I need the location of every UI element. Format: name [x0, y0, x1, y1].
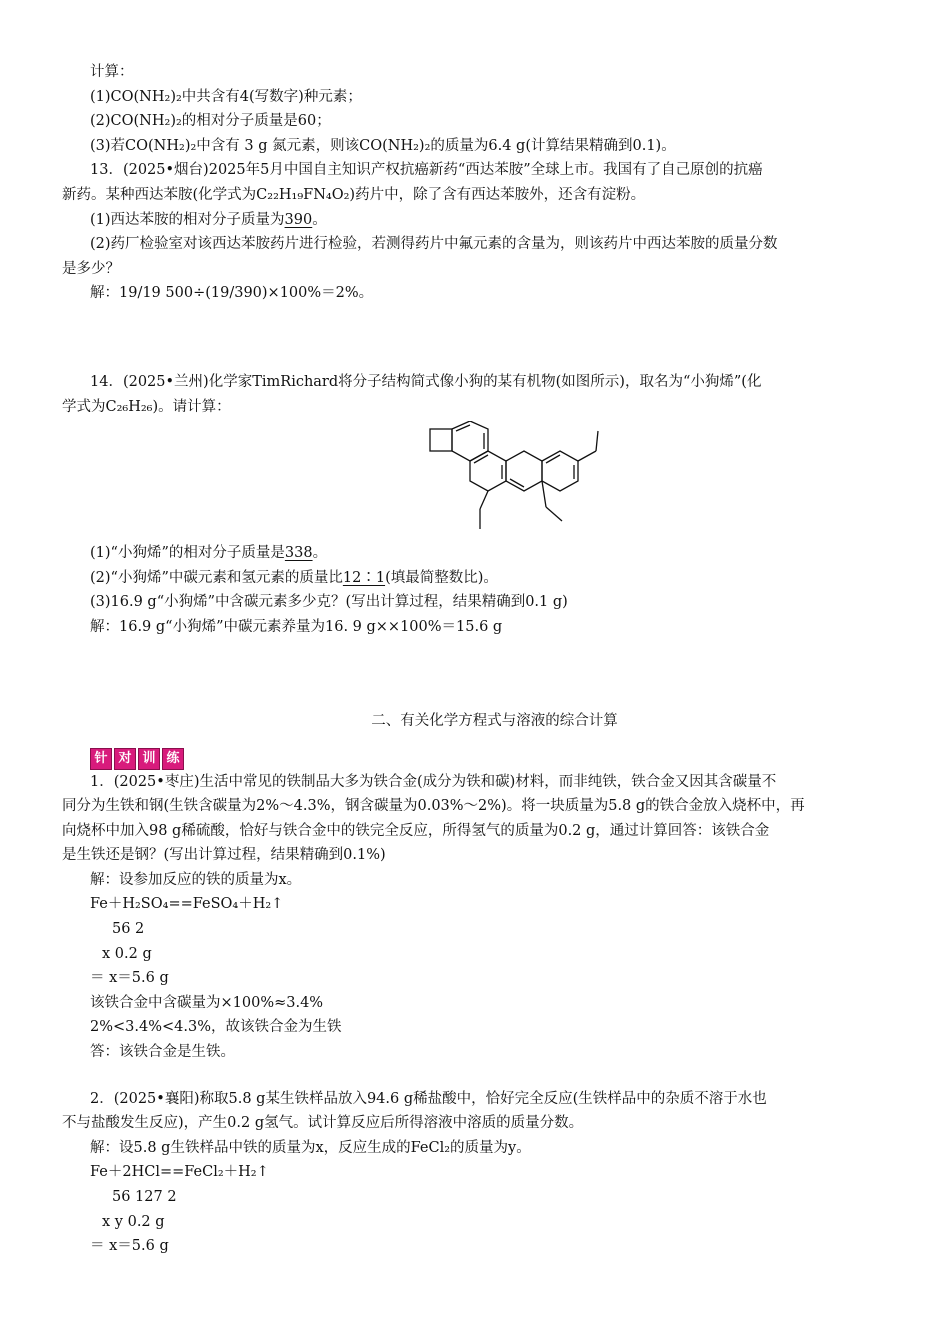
badge-char: 针 — [90, 748, 112, 770]
question-text: 。 — [312, 211, 327, 228]
question-13-line: 13．(2025•烟台)2025年5月中国自主知识产权抗癌新药“西达苯胺”全球上市。我国有了自己原创的抗癌 — [90, 162, 763, 179]
badge-char: 训 — [138, 748, 160, 770]
question-text: (1)西达苯胺的相对分子质量为 — [90, 211, 285, 228]
question-text: (1)“小狗烯”的相对分子质量是 — [90, 545, 285, 562]
solution-line: 该铁合金中含碳量为×100%≈3.4% — [90, 994, 324, 1011]
text-line: (3)若CO(NH₂)₂中含有 3 g 氮元素，则该CO(NH₂)₂的质量为6.4 g(计算结果精确到0.1)。 — [90, 137, 676, 154]
molecule-structure-drawing — [422, 421, 622, 541]
practice-badge — [90, 748, 186, 770]
answer-blank: 390 — [284, 211, 313, 228]
problem-1-line: 是生铁还是钢？(写出计算过程，结果精确到0.1%) — [62, 847, 386, 864]
question-13-part2: 是多少？ — [62, 260, 120, 277]
text-line: (1)CO(NH₂)₂中共含有4(写数字)种元素； — [90, 88, 362, 105]
equation-mass-line: ＝ x＝5.6 g — [90, 1238, 169, 1255]
question-14-line: 学式为C₂₆H₂₆)。请计算： — [62, 398, 231, 415]
badge-char: 对 — [114, 748, 136, 770]
problem-2-line: 2．(2025•襄阳)称取5.8 g某生铁样品放入94.6 g稀盐酸中，恰好完全反应(生铁样品中的杂质不溶于水也 — [90, 1090, 767, 1107]
equation-mass-line: 56 2 — [112, 921, 145, 938]
question-14-part1 — [62, 541, 897, 566]
answer-line: 答：该铁合金是生铁。 — [90, 1044, 235, 1061]
problem-1-line: 同分为生铁和钢(生铁含碳量为2%～4.3%，钢含碳量为0.03%～2%)。将一块质量为5.8 g的铁合金放入烧杯中，再 — [62, 798, 805, 815]
problem-2-line: 不与盐酸发生反应)，产生0.2 g氢气。试计算反应后所得溶液中溶质的质量分数。 — [62, 1115, 584, 1132]
solution-line: 2%<3.4%<4.3%，故该铁合金为生铁 — [90, 1019, 342, 1036]
solution-line: 解：16.9 g“小狗烯”中碳元素养量为16. 9 g××100%＝15.6 g — [90, 618, 503, 635]
question-text: 。 — [312, 545, 328, 562]
question-14-line: 14．(2025•兰州)化学家TimRichard将分子结构简式像小狗的某有机物(如图所示)，取名为“小狗烯”(化 — [90, 373, 762, 390]
chemical-equation: Fe＋2HCl==FeCl₂＋H₂↑ — [90, 1164, 269, 1181]
question-text: (2)“小狗烯”中碳元素和氢元素的质量比 — [90, 569, 343, 586]
solution-line: 解：19/19 500÷(19/390)×100%＝2%。 — [90, 285, 374, 302]
equation-mass-line: 56 127 2 — [112, 1189, 177, 1205]
question-13-part2: (2)药厂检验室对该西达苯胺药片进行检验，若测得药片中氟元素的含量为，则该药片中西达苯胺的质量分数 — [90, 236, 778, 253]
problem-1-line: 向烧杯中加入98 g稀硫酸，恰好与铁合金中的铁完全反应，所得氢气的质量为0.2 g，通过计算回答：该铁合金 — [62, 822, 770, 839]
section-title: 二、有关化学方程式与溶液的综合计算 — [371, 712, 618, 729]
document-page — [62, 60, 897, 1259]
chemical-equation: Fe＋H₂SO₄==FeSO₄＋H₂↑ — [90, 896, 284, 913]
question-14-part2 — [62, 566, 897, 591]
molecule-structure-figure — [62, 419, 897, 541]
text-line: (2)CO(NH₂)₂的相对分子质量是60； — [90, 113, 331, 130]
answer-blank: 338 — [284, 545, 313, 562]
equation-mass-line: ＝ x＝5.6 g — [90, 970, 169, 987]
question-text: (填最简整数比)。 — [385, 569, 498, 586]
solution-line: 解：设5.8 g生铁样品中铁的质量为x，反应生成的FeCl₂的质量为y。 — [90, 1139, 531, 1156]
question-14-part3: (3)16.9 g“小狗烯”中含碳元素多少克？(写出计算过程，结果精确到0.1 g) — [90, 594, 568, 611]
question-13-part1 — [62, 208, 897, 233]
text-line: 计算： — [90, 64, 134, 80]
answer-blank: 12∶1 — [342, 569, 386, 586]
badge-char: 练 — [162, 748, 184, 770]
equation-mass-line: x 0.2 g — [102, 945, 152, 962]
equation-mass-line: x y 0.2 g — [102, 1213, 165, 1230]
problem-1-line: 1．(2025•枣庄)生活中常见的铁制品大多为铁合金(成分为铁和碳)材料，而非纯铁，铁合金又因其含碳量不 — [90, 773, 777, 790]
solution-line: 解：设参加反应的铁的质量为x。 — [90, 871, 302, 888]
question-13-line: 新药。某种西达苯胺(化学式为C₂₂H₁₉FN₄O₂)药片中，除了含有西达苯胺外，还含有淀粉。 — [62, 186, 646, 203]
